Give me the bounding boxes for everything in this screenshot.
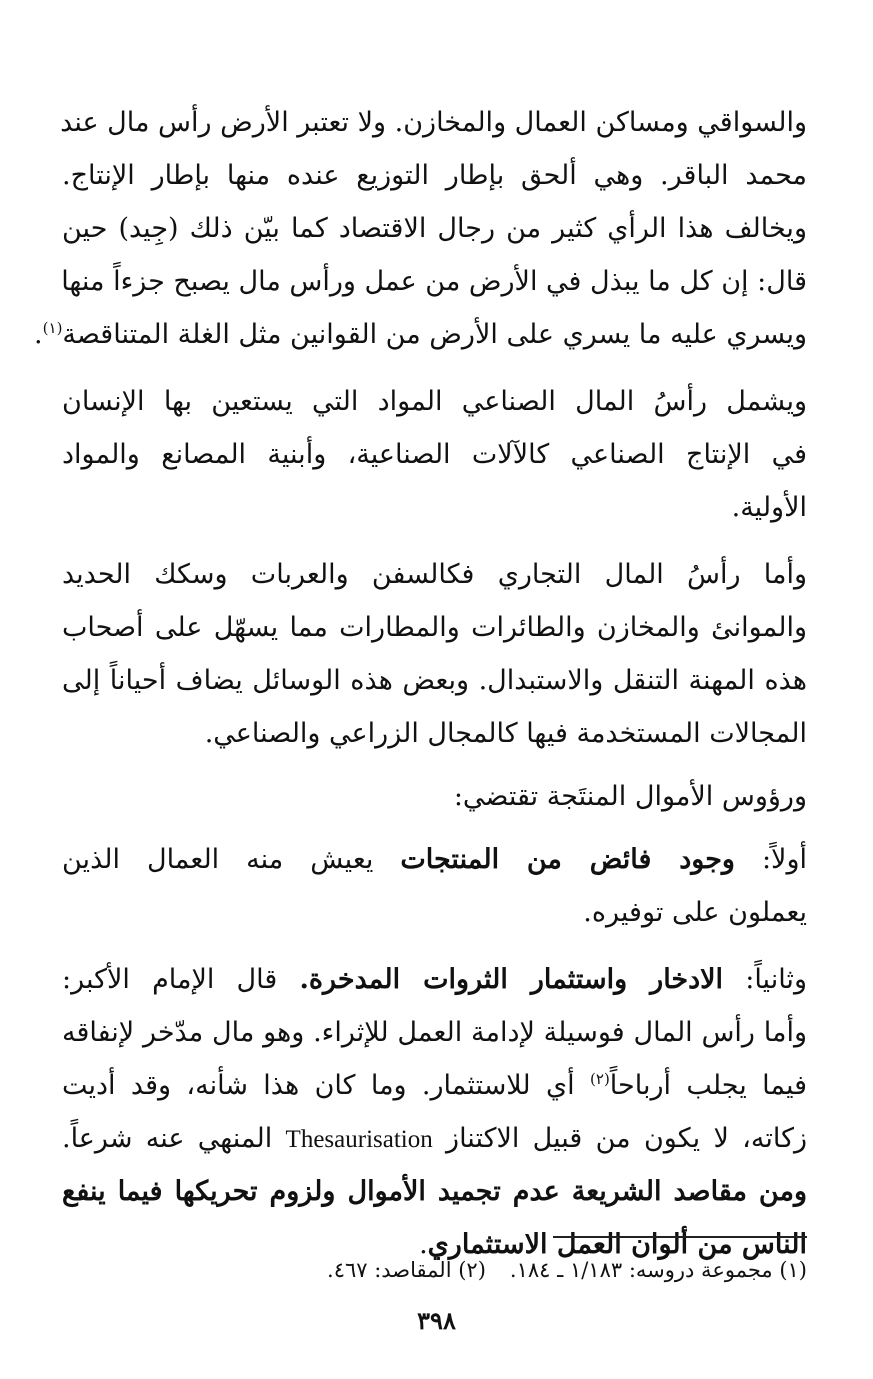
text-run: يعملون على توفيره. [583,897,807,928]
text-line [62,1165,807,1218]
text-run: قال الإمام الأكبر: [62,964,300,995]
text-line [62,707,807,760]
footnote-ref: (١) [42,319,63,337]
text-run: ورؤوس الأموال المنتَجة تقتضي: [453,781,807,812]
paragraph [62,548,807,760]
bold-text: الادخار واستثمار الثروات المدخرة. [299,964,724,995]
text-run: . [34,319,43,350]
text-line [62,548,807,601]
latin-term: Thesaurisation [285,1126,433,1153]
text-line [62,375,807,428]
text-run: أي للاستثمار. وما كان هذا شأنه، وقد أديت [62,1070,591,1101]
text-line [62,428,807,481]
text-line [62,601,807,654]
page-number: ٣٩٨ [417,1306,456,1335]
text-line [62,654,807,707]
bold-text: وجود فائض من المنتجات [400,844,735,875]
text-line [62,149,807,202]
text-run: أولاً: [734,844,807,875]
body-text [34,96,808,1271]
paragraph [62,833,807,939]
text-line [62,1112,807,1165]
text-run: وثانياً: [723,964,807,995]
text-run: ويسري عليه ما يسري على الأرض من القوانين مثل الغلة المتناقصة [62,319,807,350]
paragraph-gap [62,534,807,548]
text-run: ويشمل رأسُ المال الصناعي المواد التي يستعين بها الإنسان [62,386,807,417]
text-line [62,953,807,1006]
paragraph-gap [62,760,807,770]
text-run: الأولية. [731,492,807,523]
footnote-divider [553,1236,807,1238]
text-run: . [419,1229,428,1260]
text-run: قال: إن كل ما يبذل في الأرض من عمل ورأس مال يصبح جزءاً منها [61,266,807,297]
text-line [62,1059,807,1112]
bold-text: الناس من ألوان العمل الاستثماري [427,1229,807,1260]
paragraph-gap [62,361,807,375]
paragraph-gap [62,939,807,953]
text-line [62,255,807,308]
text-run: يعيش منه العمال الذين [62,844,401,875]
text-run: ويخالف هذا الرأي كثير من رجال الاقتصاد كما بيّن ذلك (جِيد) حين [62,213,807,244]
text-run: وأما رأسُ المال التجاري فكالسفن والعربات وسكك الحديد [62,559,807,590]
footnote-ref: (٢) [590,1070,610,1088]
text-run: والسواقي ومساكن العمال والمخازن. ولا تعتبر الأرض رأس مال عند [60,107,807,138]
paragraph-gap [62,823,807,833]
paragraph [62,375,807,534]
paragraph [34,96,807,361]
paragraph [62,770,807,823]
text-run: المنهي عنه شرعاً. [62,1123,286,1154]
text-line [62,1006,807,1059]
text-line [34,308,807,361]
text-run: هذه المهنة التنقل والاستبدال. وبعض هذه الوسائل يضاف أحياناً إلى [62,665,807,696]
paragraph [62,953,807,1271]
footnotes [180,1252,807,1288]
text-run: في الإنتاج الصناعي كالآلات الصناعية، وأبنية المصانع والمواد [62,439,807,470]
footnote-2: (٢) المقاصد: ٤٦٧. [327,1258,486,1282]
text-run: زكاته، لا يكون من قبيل الاكتناز [432,1123,807,1154]
text-run: المجالات المستخدمة فيها كالمجال الزراعي والصناعي. [204,718,807,749]
bold-text: ومن مقاصد الشريعة عدم تجميد الأموال ولزوم تحريكها فيما ينفع [62,1176,807,1207]
text-run: فيما يجلب أرباحاً [609,1070,808,1101]
text-line [62,202,807,255]
text-line [62,886,807,939]
text-line [62,96,807,149]
text-line [62,833,807,886]
footnote-1: (١) مجموعة دروسه: ١/١٨٣ ـ ١٨٤. [509,1258,807,1282]
text-run: محمد الباقر. وهي ألحق بإطار التوزيع عنده منها بإطار الإنتاج. [62,160,807,191]
text-run: وأما رأس المال فوسيلة لإدامة العمل للإثراء. وهو مال مدّخر لإنفاقه [62,1017,807,1048]
text-line [62,770,807,823]
text-line [62,481,807,534]
text-run: والموانئ والمخازن والطائرات والمطارات مما يسهّل على أصحاب [62,612,807,643]
